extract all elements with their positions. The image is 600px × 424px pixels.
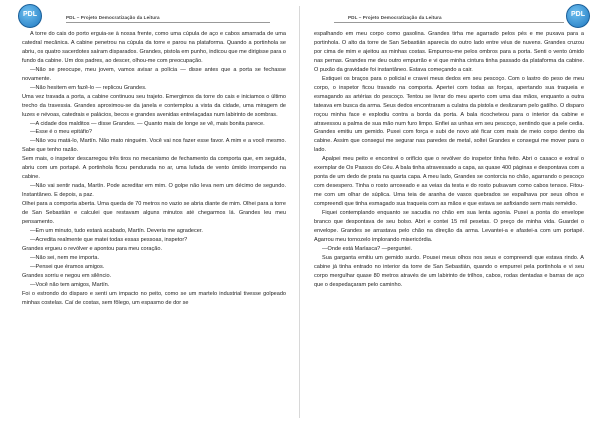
paragraph: —Você não tem amigos, Martín. [30,281,110,288]
pdl-logo [18,4,42,28]
right-page-header [314,0,584,28]
paragraph: —Pensei que éramos amigos. [30,263,105,270]
pdl-logo [566,4,590,28]
paragraph: Fiquei contemplando enquanto se sacudia no chão em sua lenta agonia. Puxei a ponta do envelope branco que despontava de seu bolso. Abri e contei 15 mil pesetas. O preço de minha vida. Guardei o envelope. Grandes se arrastava pelo chão na direção da arma. Levantei-a e afastei-a com um portapé. Agarrou meu tornozelo implorando misericórdia. [314,210,584,243]
paragraph: —Não se preocupe, meu jovem, vamos avisar a polícia — disse antes que a porta se fechasse novamente. [22,66,286,82]
paragraph: —Não vou matá-lo, Martín. Não mato ninguém. Você vai nos fazer esse favor. A mim e a você mesmo. Sabe que tenho razão. [22,138,286,154]
right-page-body [314,30,584,290]
paragraph: —Não sei, nem me importa. [30,254,100,261]
paragraph: Olhei para a comporta aberta. Uma queda de 70 metros no vazio se abria diante de mim. Olhei para a torre de San Sebastián e calculei que restavam alguns minutos até chegarmos lá. Grandes leu meu pensamento. [22,201,286,226]
pdl-logo-text: PDL [23,11,37,18]
header-rule [334,22,564,23]
paragraph: espalhando em meu corpo como gasolina. Grandes tirha me agarrado pelos pés e me puxava para a portinhola. O alto da torre de San Sebastián aparecia do outro lado entre véus de nuvens. Grandes cruzou por cima de mim e ajeitou as minhas costas. Empurrou-me pelos ombros para a porta. Senti o vento úmido nas pernas. Grandes me deu outro empurrão e vi que minha cintura tinha passado da plataforma da cabine. O puxão da gravidade foi instantâneo. Estava começando a cair. [314,31,584,73]
right-header-title: PDL – Projeto Democratização da Leitura [348,15,442,20]
left-header-title: PDL – Projeto Democratização da Leitura [66,15,160,20]
right-page [300,0,600,424]
paragraph: —A cidade dos malditos — disse Grandes. — Quanto mais de longe se vê, mais bonita parece. [30,120,265,127]
left-page-body [22,30,286,308]
paragraph: Apalpei meu peito e encontrei o orifício que o revólver do inspetor tinha feito. Abri o casaco e extraí o exemplar de Os Passos do Céu. A bala tinha atravessado a capa, as quase 400 páginas e despontava com a ponta de um dedo de prata na quarta capa. A meu lado, Grandes se contorcia no chão, agarrando o pescoço com desespero. Tinha o rosto arroxeado e as veias da testa e do rosto pulsavam como cabos tensos. Fitou-me com um olhar de súplica. Uma teia de aranha de vasos quebrados se espalhava por seus olhos e compreendi que tinha esmagado sua traqueia com as mãos e que estava se asfixiando sem mais remédio. [314,156,584,208]
paragraph: —Esse é o meu epitáfio? [30,129,92,136]
paragraph: Sua garganta emitiu um gemido surdo. Pousei meus olhos nos seus e compreendi que estava rindo. A cabine já tinha entrado no interior da torre de San Sebastián, quando o empurrei pela portinhola e vi seu corpo mergulhar quase 80 metros através de um labirinto de trilhos, cabos, rodas dentadas e barras de aço que o despedaçaram pelo caminho. [314,254,584,288]
paragraph: —Não hesitem em fazê-lo — replicou Grandes. [30,84,147,91]
paragraph: —Em um minuto, tudo estará acabado, Martín. Deveria me agradecer. [30,227,203,234]
header-rule [66,22,270,23]
paragraph: Uma vez travada a porta, a cabine continuou seu trajeto. Emergimos da torre do cais e iniciamos o último trecho da travessia. Grandes aproximou-se da janela e contemplou a vista da cidade, uma miragem de luzes e névoas, catedrais e palácios, becos e grandes avenidas entrelaçadas num labirinto de sombras. [22,93,286,118]
pdl-logo-text: PDL [571,11,585,18]
paragraph: Sem mais, o inspetor descarregou três tiros no mecanismo de fechamento da comporta que, em seguida, abriu com um portapé. A portinhola ficou pendurada no ar, uma lufada de vento úmido irrompendo na cabine. [22,156,286,181]
paragraph: —Acredita realmente que matei todas essas pessoas, inspetor? [30,236,188,243]
paragraph: Foi o estrondo do disparo e senti um impacto no peito, como se um martelo industrial tivesse golpeado minhas costelas. Caí de costas, sem fôlego, um espasmo de dor se [22,290,286,306]
paragraph: Estiquei os braços para o policial e cravei meus dedos em seu pescoço. Com o lastro do peso de meu corpo, o inspetor ficou travado na comporta. Apertei com todas as forças, apertando sua traqueia e esmagando as artérias do pescoço. Tentou se livrar do meu aperto com uma das mãos, enquanto a outra tateava em busca da arma. Seus dedos encontraram a culatra da pistola e deslizaram pelo gatilho. O disparo roçou minha face e explodiu contra a borda da porta. A bala ricocheteou para o interior da cabine e atravessou a palma de sua mão num furo limpo. Enfiei as unhas em seu pescoço, sentindo que a pele cedia. Grandes emitiu um gemido. Puxei com força e subi de novo até ficar com mais de meio corpo dentro da cabine. Assim que consegui me segurar nas paredes de metal, soltei Grandes e consegui me mover para o lado. [314,75,584,154]
left-page-header [22,0,286,28]
paragraph: A torre do cais do porto erguia-se à nossa frente, como uma cúpula de aço e cabos amarrada de uma catedral mecânica. A cabine penetrou na cúpula da torre e parou na plataforma. Quando a portinhola se abriu, os quatro sacerdotes saíram disparados. Grandes, pistola em punho, indicou que me dirigisse para o fundo da cabine. Um dos padres, ao descer, olhou-me com preocupação. [22,31,286,64]
paragraph: —Não vai sentir nada, Martín. Pode acreditar em mim. O golpe não leva nem um décimo de segundo. Instantâneo. E depois, a paz. [22,183,286,199]
paragraph: Grandes sorriu e negou em silêncio. [22,272,112,279]
paragraph: Grandes ergueu o revólver e apontou para meu coração. [22,245,162,252]
paragraph: —Onde está Marlasca? —perguntei. [322,245,413,252]
